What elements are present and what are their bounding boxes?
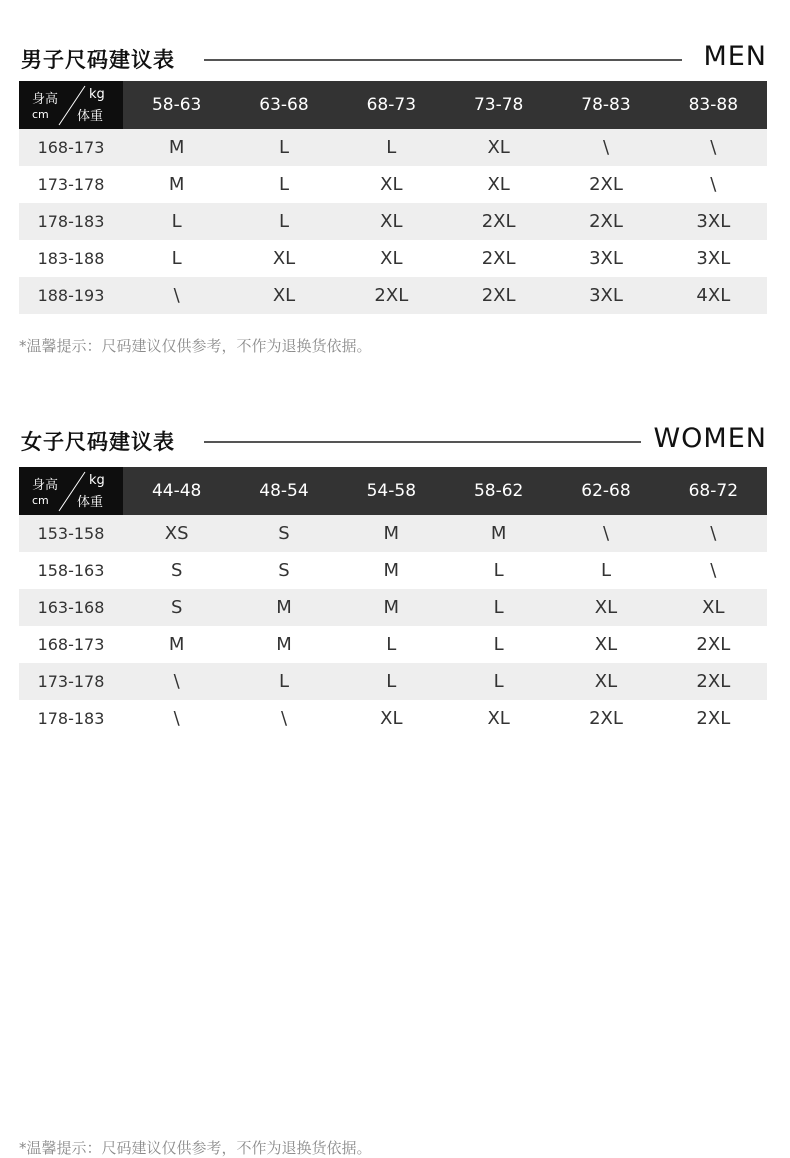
weight-unit: kg bbox=[89, 87, 105, 102]
size-cell: \ bbox=[602, 523, 610, 544]
size-cell: XL bbox=[380, 248, 403, 269]
size-cell: XL bbox=[380, 174, 403, 195]
table-row bbox=[19, 552, 767, 589]
height-unit: cm bbox=[32, 108, 49, 121]
size-cell: XL bbox=[487, 708, 510, 729]
size-cell: M bbox=[383, 560, 400, 581]
size-cell: L bbox=[386, 671, 397, 692]
size-cell: M bbox=[276, 597, 292, 618]
women-corner-cell bbox=[19, 467, 123, 515]
size-cell: \ bbox=[173, 285, 180, 306]
size-cell: \ bbox=[710, 560, 717, 581]
size-cell: L bbox=[493, 671, 504, 692]
women-section-header bbox=[19, 420, 767, 460]
table-row bbox=[19, 129, 767, 166]
table-row bbox=[19, 589, 767, 626]
height-unit: cm bbox=[32, 494, 49, 507]
table-row bbox=[19, 203, 767, 240]
weight-label: 体重 bbox=[77, 495, 104, 510]
men-title-cn: 男子尺码建议表 bbox=[21, 48, 175, 72]
size-cell: XL bbox=[380, 708, 403, 729]
size-cell: L bbox=[278, 211, 289, 232]
size-cell: \ bbox=[173, 671, 180, 692]
size-cell: M bbox=[490, 523, 507, 544]
size-cell: 3XL bbox=[589, 285, 623, 306]
weight-column-header: 73-78 bbox=[473, 95, 524, 115]
weight-column-header: 78-83 bbox=[581, 95, 631, 115]
size-cell: S bbox=[170, 560, 183, 581]
weight-column-header: 63-68 bbox=[259, 95, 309, 115]
height-cell: 178-183 bbox=[37, 709, 105, 728]
size-cell: XL bbox=[272, 285, 296, 306]
size-cell: 2XL bbox=[696, 671, 731, 692]
size-cell: S bbox=[170, 597, 183, 618]
size-cell: 2XL bbox=[696, 634, 731, 655]
weight-column-header: 62-68 bbox=[581, 481, 631, 501]
size-cell: 3XL bbox=[696, 248, 731, 269]
men-title-divider bbox=[204, 59, 682, 61]
size-cell: \ bbox=[710, 523, 717, 544]
height-cell: 153-158 bbox=[37, 524, 105, 543]
men-size-table bbox=[19, 81, 767, 314]
weight-column-header: 83-88 bbox=[688, 95, 739, 115]
weight-column-header: 68-72 bbox=[688, 481, 739, 501]
weight-label: 体重 bbox=[77, 109, 104, 124]
size-cell: XL bbox=[380, 211, 403, 232]
size-cell: L bbox=[171, 211, 182, 232]
size-cell: 2XL bbox=[481, 248, 516, 269]
men-corner-cell bbox=[19, 81, 123, 129]
size-cell: L bbox=[278, 174, 289, 195]
height-cell: 178-183 bbox=[37, 212, 105, 231]
size-cell: 2XL bbox=[374, 285, 409, 306]
size-cell: \ bbox=[710, 137, 717, 158]
table-row bbox=[19, 277, 767, 314]
size-cell: L bbox=[493, 560, 504, 581]
women-title-en: WOMEN bbox=[653, 423, 767, 454]
height-cell: 163-168 bbox=[37, 598, 105, 617]
women-table-header-row bbox=[19, 467, 767, 515]
men-title-en: MEN bbox=[703, 41, 767, 72]
men-table-header-row bbox=[19, 81, 767, 129]
size-cell: M bbox=[276, 634, 292, 655]
height-cell: 168-173 bbox=[37, 635, 105, 654]
size-cell: M bbox=[168, 137, 185, 158]
size-cell: XL bbox=[272, 248, 296, 269]
size-cell: \ bbox=[602, 137, 610, 158]
weight-unit: kg bbox=[89, 473, 105, 488]
size-cell: L bbox=[171, 248, 182, 269]
size-cell: XL bbox=[702, 597, 725, 618]
size-cell: M bbox=[383, 523, 400, 544]
size-cell: 2XL bbox=[589, 174, 623, 195]
women-title-divider bbox=[204, 441, 641, 443]
size-cell: 2XL bbox=[589, 211, 623, 232]
table-row bbox=[19, 700, 767, 737]
size-cell: XS bbox=[164, 523, 189, 544]
men-size-section bbox=[19, 38, 767, 355]
size-cell: 2XL bbox=[696, 708, 731, 729]
height-label: 身高 bbox=[32, 92, 59, 107]
weight-column-header: 58-63 bbox=[151, 95, 202, 115]
women-size-note: *温馨提示：尺码建议仅供参考，不作为退换货依据。 bbox=[19, 1139, 372, 1157]
weight-column-header: 54-58 bbox=[366, 481, 417, 501]
men-section-header bbox=[19, 38, 767, 78]
size-cell: 3XL bbox=[696, 211, 731, 232]
size-cell: 4XL bbox=[696, 285, 731, 306]
size-cell: S bbox=[278, 523, 290, 544]
size-cell: 3XL bbox=[589, 248, 623, 269]
size-cell: L bbox=[493, 634, 504, 655]
table-row bbox=[19, 240, 767, 277]
size-cell: M bbox=[383, 597, 400, 618]
size-cell: 2XL bbox=[481, 211, 516, 232]
height-label: 身高 bbox=[32, 478, 59, 493]
weight-column-header: 68-73 bbox=[366, 95, 417, 115]
size-cell: XL bbox=[487, 137, 510, 158]
size-cell: XL bbox=[594, 671, 618, 692]
weight-column-header: 58-62 bbox=[473, 481, 524, 501]
size-cell: L bbox=[600, 560, 611, 581]
size-cell: XL bbox=[487, 174, 510, 195]
table-row bbox=[19, 626, 767, 663]
size-cell: L bbox=[278, 671, 289, 692]
height-cell: 173-178 bbox=[37, 672, 105, 691]
size-cell: M bbox=[168, 634, 185, 655]
height-cell: 183-188 bbox=[37, 249, 105, 268]
size-cell: 2XL bbox=[589, 708, 623, 729]
size-cell: M bbox=[168, 174, 185, 195]
table-row bbox=[19, 663, 767, 700]
table-row bbox=[19, 515, 767, 552]
height-cell: 173-178 bbox=[37, 175, 105, 194]
women-size-table bbox=[19, 467, 767, 737]
table-row bbox=[19, 166, 767, 203]
size-cell: S bbox=[278, 560, 290, 581]
size-cell: \ bbox=[710, 174, 717, 195]
men-size-note: *温馨提示：尺码建议仅供参考，不作为退换货依据。 bbox=[19, 337, 372, 355]
size-cell: L bbox=[493, 597, 504, 618]
women-size-section bbox=[19, 420, 767, 1157]
height-cell: 168-173 bbox=[37, 138, 105, 157]
size-cell: L bbox=[386, 137, 397, 158]
size-cell: L bbox=[278, 137, 289, 158]
size-cell: L bbox=[386, 634, 397, 655]
weight-column-header: 48-54 bbox=[259, 481, 309, 501]
weight-column-header: 44-48 bbox=[151, 481, 202, 501]
height-cell: 188-193 bbox=[37, 286, 105, 305]
women-title-cn: 女子尺码建议表 bbox=[21, 430, 175, 454]
size-cell: XL bbox=[594, 634, 618, 655]
size-cell: \ bbox=[173, 708, 180, 729]
size-cell: XL bbox=[594, 597, 618, 618]
height-cell: 158-163 bbox=[37, 561, 105, 580]
size-cell: \ bbox=[280, 708, 288, 729]
size-cell: 2XL bbox=[481, 285, 516, 306]
